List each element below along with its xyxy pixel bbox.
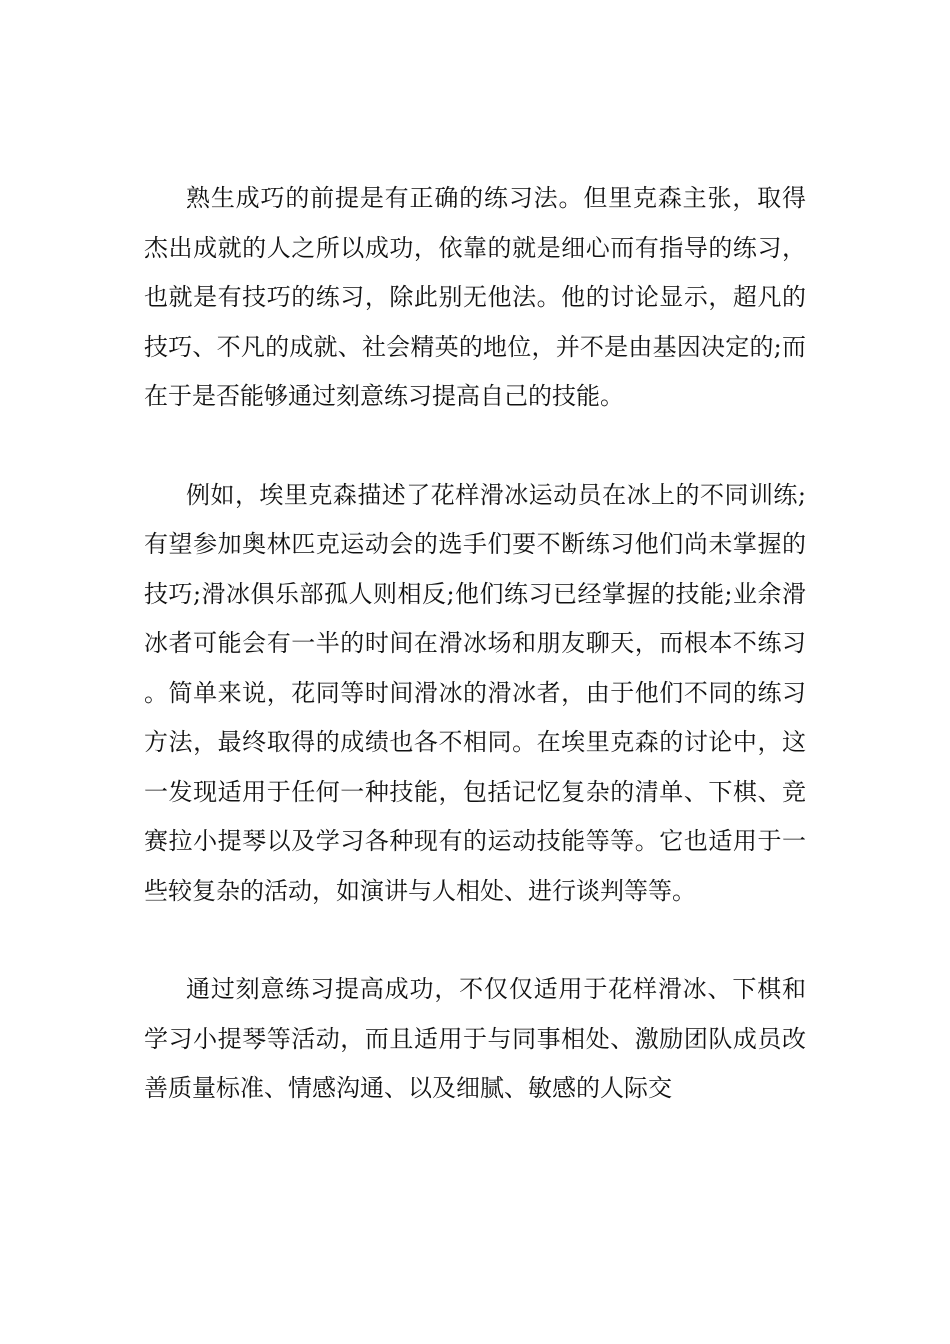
paragraph-practice-method: 熟生成巧的前提是有正确的练习法。但里克森主张，取得杰出成就的人之所以成功，依靠的就是细心而有指导的练习，也就是有技巧的练习，除此别无他法。他的讨论显示，超凡的技巧、不凡的成就、社会精英的地位，并不是由基因决定的;而在于是否能够通过刻意练习提高自己的技能。 <box>144 184 806 410</box>
paragraph-deliberate-practice: 通过刻意练习提高成功，不仅仅适用于花样滑冰、下棋和学习小提琴等活动，而且适用于与同事相处、激励团队成员改善质量标准、情感沟通、以及细腻、敏感的人际交 <box>144 975 806 1102</box>
paragraph-skating-example: 例如，埃里克森描述了花样滑冰运动员在冰上的不同训练;有望参加奥林匹克运动会的选手们要不断练习他们尚未掌握的技巧;滑冰俱乐部孤人则相反;他们练习已经掌握的技能;业余滑冰者可能会有一半的时间在滑冰场和朋友聊天，而根本不练习。简单来说，花同等时间滑冰的滑冰者，由于他们不同的练习方法，最终取得的成绩也各不相同。在埃里克森的讨论中，这一发现适用于任何一种技能，包括记忆复杂的清单、下棋、竞赛拉小提琴以及学习各种现有的运动技能等等。它也适用于一些较复杂的活动，如演讲与人相处、进行谈判等等。 <box>144 480 806 905</box>
document-body <box>144 174 806 1114</box>
